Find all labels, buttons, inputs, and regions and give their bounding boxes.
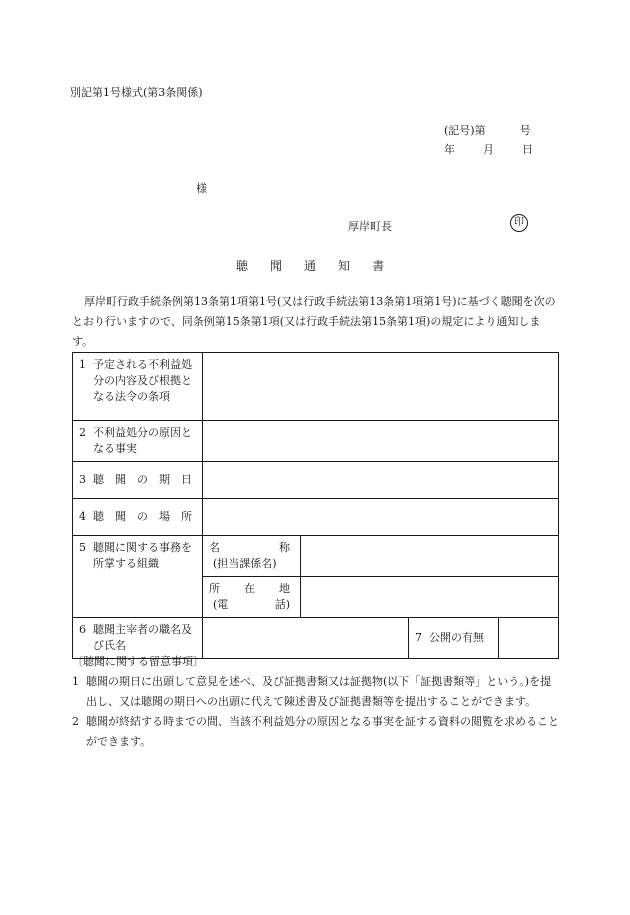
row7-label: 公開の有無 [429,631,484,644]
note-number: 2 [72,715,79,728]
note-number: 1 [72,675,79,688]
label-char: 称 [279,541,290,554]
row-number: 3 [79,473,86,486]
note-item [72,672,562,712]
row1-label-cell [73,353,203,421]
row5-label-cell [73,536,203,618]
label-char: 聴 [93,510,104,523]
title-char: 書 [372,259,385,273]
label-char: 所 [209,582,220,595]
document-number-line [444,122,531,138]
org-name-label [209,540,294,556]
row-number: 7 [415,631,422,644]
table-row [73,536,559,577]
addressee-suffix: 様 [196,182,207,195]
label-char: 期 [159,473,170,486]
issuer-name: 厚岸町長 [348,220,392,233]
document-title [236,257,384,274]
org-address-value-cell [301,577,559,618]
title-char: 知 [338,259,351,273]
org-name-value-cell [301,536,559,577]
table-row [73,462,559,499]
title-char: 通 [304,259,317,273]
row-number: 4 [79,510,86,523]
label-char: 聞 [115,473,126,486]
label-char: 日 [181,473,192,486]
hearing-details-table [72,352,559,659]
row2-value-cell [203,421,559,462]
note-text: 聴聞が終結する時までの間、当該不利益処分の原因となる事実を証する資料の閲覧を求めることができます。 [86,715,559,748]
date-day: 日 [522,143,533,156]
label-char: 話) [274,598,290,611]
date-line [444,141,533,157]
table-row [73,353,559,421]
org-address-label-cell [203,577,301,618]
label-char: (電 [213,598,229,611]
label-char: 名 [209,541,220,554]
seal-mark: 印 [510,214,528,232]
label-char: 所 [181,510,192,523]
table-row [73,499,559,536]
form-label: 別記第1号様式(第3条関係) [70,86,203,99]
body-paragraph: 厚岸町行政手続条例第13条第1項第1号(又は行政手続法第13条第1項第1号)に基づく聴聞を次のとおり行いますので、同条例第15条第1項(又は行政手続法第15条第1項)の規定により通知します。 [72,295,556,348]
org-name-sublabel: (担当課係名) [213,557,277,570]
label-char: 場 [159,510,170,523]
row1-label: 予定される不利益処分の内容及び根拠となる法令の条項 [93,358,192,403]
number-prefix: (記号)第 [444,124,486,137]
row3-label-cell [73,462,203,499]
label-char: 聞 [115,510,126,523]
date-year: 年 [444,143,455,156]
row-number: 6 [79,623,86,636]
row2-label: 不利益処分の原因となる事実 [93,426,192,455]
table-row [73,421,559,462]
title-char: 聴 [236,259,249,273]
org-name-label-cell [203,536,301,577]
label-char: 聴 [93,473,104,486]
row5-label: 聴聞に関する事務を所掌する組織 [93,541,192,570]
org-phone-label [209,597,294,613]
date-month: 月 [483,143,494,156]
label-char: の [137,473,148,486]
label-char: 在 [244,582,255,595]
row4-label-cell [73,499,203,536]
row-number: 1 [79,358,86,371]
row1-value-cell [203,353,559,421]
row4-value-cell [203,499,559,536]
note-text: 聴聞の期日に出頭して意見を述べ、及び証拠書類又は証拠物(以下「証拠書類等」という。)を提出し、又は聴聞の期日への出頭に代えて陳述書及び証拠書類等を提出することができます。 [86,675,552,708]
notes-heading: 〔聴聞に関する留意事項〕 [72,655,204,668]
row-number: 5 [79,541,86,554]
number-suffix: 号 [519,124,531,137]
title-char: 聞 [270,259,283,273]
org-address-label [209,581,294,597]
note-item [72,712,562,752]
row6-label: 聴聞主宰者の職名及び氏名 [93,623,192,652]
label-char: の [137,510,148,523]
label-char: 地 [279,582,290,595]
row-number: 2 [79,426,86,439]
notes-section [72,652,562,752]
row3-value-cell [203,462,559,499]
row2-label-cell [73,421,203,462]
